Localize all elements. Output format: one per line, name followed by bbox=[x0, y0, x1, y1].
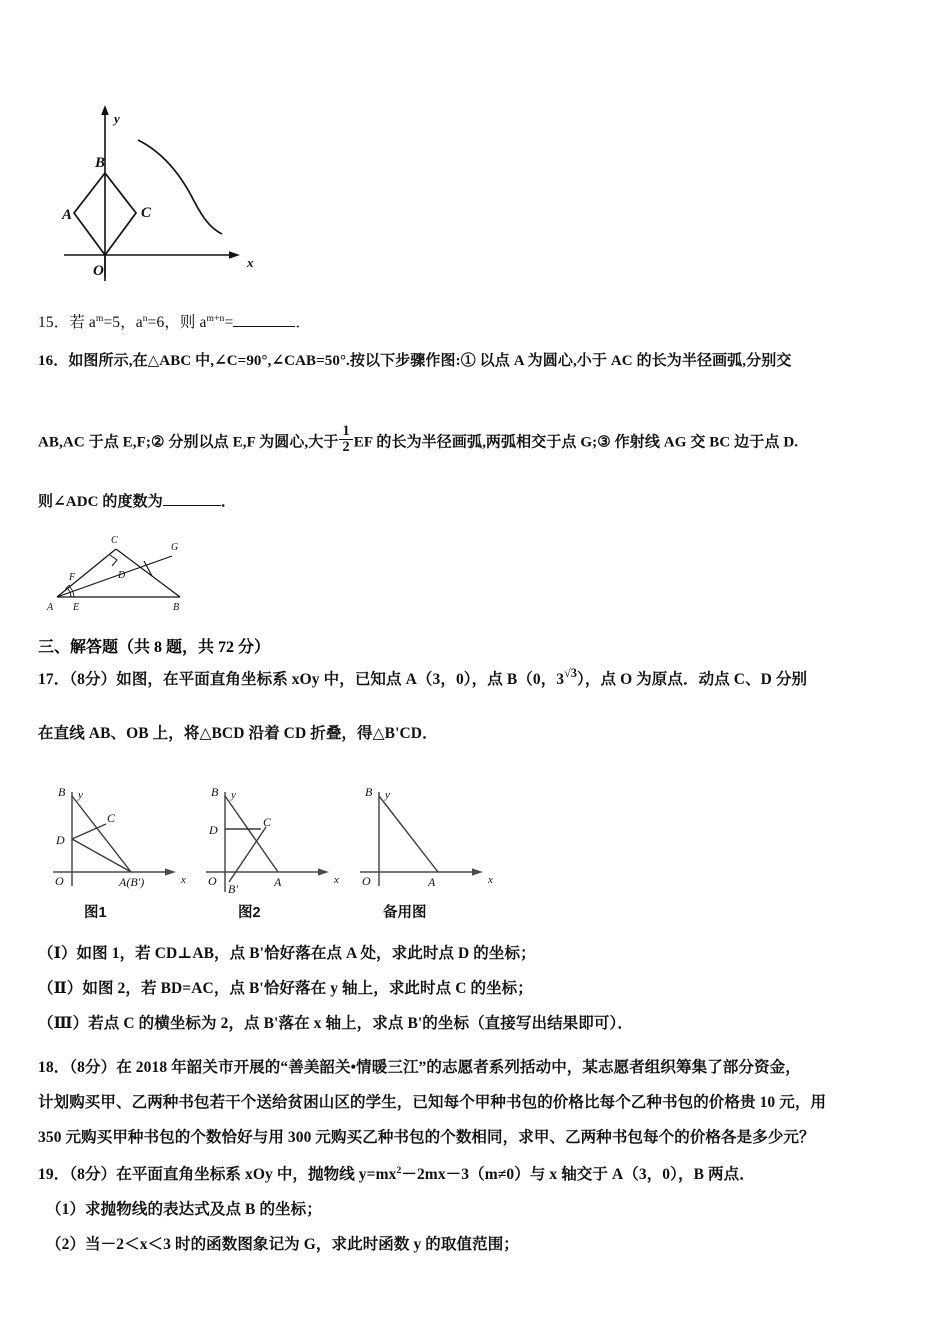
spare-figure-caption: 备用图 bbox=[383, 905, 427, 921]
q16-answer-blank bbox=[163, 505, 221, 506]
svg-text:O: O bbox=[362, 874, 371, 888]
q15-mid-2: =6，则 a bbox=[147, 314, 207, 331]
svg-text:D: D bbox=[118, 570, 126, 581]
question-17-sub-2: （Ⅱ）如图 2，若 BD=AC，点 B'恰好落在 y 轴上，求此时点 C 的坐标； bbox=[38, 980, 533, 997]
question-16-line-1 bbox=[38, 350, 791, 373]
svg-text:C: C bbox=[141, 205, 152, 221]
q16-period: ． bbox=[220, 494, 236, 510]
question-18-line-1 bbox=[38, 1056, 801, 1079]
svg-text:O: O bbox=[93, 263, 104, 279]
question-16-line-3 bbox=[38, 491, 236, 514]
svg-text:x: x bbox=[334, 874, 339, 886]
q16-number: 16． bbox=[38, 353, 69, 369]
one-half-fraction bbox=[339, 424, 352, 455]
svg-text:C: C bbox=[111, 535, 118, 546]
question-17-sub-3: （Ⅲ）若点 C 的横坐标为 2，点 B'落在 x 轴上，求点 B'的坐标（直接写出结果即可）． bbox=[38, 1015, 633, 1032]
svg-text:y: y bbox=[114, 111, 120, 126]
question-18-line-2: 计划购买甲、乙两种书包若干个送给贫困山区的学生，已知每个甲种书包的价格比每个乙种书包的价格贵 10 元，用 bbox=[38, 1094, 827, 1111]
q15-equals: = bbox=[224, 314, 234, 331]
svg-text:A: A bbox=[274, 875, 282, 889]
svg-text:O: O bbox=[55, 874, 64, 888]
svg-text:G: G bbox=[171, 542, 179, 553]
q15-mid-1: =5，a bbox=[103, 314, 143, 331]
q16-body-line-1: 如图所示,在△ABC 中,∠C=90°,∠CAB=50°.按以下步骤作图:① 以点 A 为圆心,小于 AC 的长为半径画弧,分别交 bbox=[68, 353, 792, 369]
q15-period: ． bbox=[295, 314, 311, 331]
question-18-line-3: 350 元购买甲种书包的个数恰好与用 300 元购买乙种书包的个数相同，求甲、乙两种书包每个的价格各是多少元？ bbox=[38, 1129, 815, 1146]
q15-number: 15． bbox=[38, 314, 70, 331]
q15-text-before: 若 a bbox=[69, 314, 96, 331]
svg-text:C: C bbox=[263, 815, 272, 829]
q15-answer-blank bbox=[233, 326, 295, 327]
svg-text:B: B bbox=[211, 785, 219, 799]
svg-text:D: D bbox=[56, 833, 65, 847]
svg-text:B': B' bbox=[228, 882, 238, 896]
q17-score: （8分） bbox=[69, 671, 117, 688]
question-19-sub-2: （2）当－2＜x＜3 时的函数图象记为 G，求此时函数 y 的取值范围； bbox=[46, 1236, 519, 1253]
svg-text:E: E bbox=[73, 602, 80, 613]
question-17-line-1: 17．（8分）如图，在平面直角坐标系 xOy 中，已知点 A（3，0），点 B（0，3√3），点 O 为原点．动点 C、D 分别 bbox=[38, 665, 808, 688]
svg-text:D: D bbox=[209, 823, 218, 837]
triangle-construction-figure bbox=[40, 528, 190, 613]
q17-body-1b: ），点 O 为原点．动点 C、D 分别 bbox=[577, 671, 808, 688]
q15-exponent-m: m bbox=[95, 312, 104, 324]
svg-text:A: A bbox=[62, 207, 73, 223]
svg-text:B: B bbox=[365, 785, 373, 799]
svg-text:y: y bbox=[385, 789, 390, 801]
svg-text:A(B'): A(B') bbox=[119, 875, 145, 889]
figure-2-caption: 图2 bbox=[238, 905, 261, 921]
svg-text:x: x bbox=[181, 874, 186, 886]
q15-exponent-n: n bbox=[142, 312, 148, 324]
svg-text:y: y bbox=[231, 789, 236, 801]
q19-score: （8分） bbox=[69, 1166, 117, 1183]
fraction-denominator: 2 bbox=[342, 438, 350, 455]
q18-score: （8分） bbox=[69, 1059, 117, 1076]
fraction-numerator: 1 bbox=[339, 424, 352, 440]
svg-text:F: F bbox=[69, 572, 76, 583]
svg-text:B: B bbox=[95, 155, 106, 171]
svg-text:C: C bbox=[107, 811, 116, 825]
q16-body-line-2a: AB,AC 于点 E,F;② 分别以点 E,F 为圆心,大于 bbox=[38, 434, 339, 451]
question-17-sub-1: （Ⅰ）如图 1，若 CD⊥AB，点 B'恰好落在点 A 处，求此时点 D 的坐标； bbox=[38, 945, 536, 962]
q17-body-1a: 如图，在平面直角坐标系 xOy 中，已知点 A（3，0），点 B（0，3 bbox=[116, 671, 565, 688]
svg-text:x: x bbox=[488, 874, 493, 886]
svg-text:O: O bbox=[208, 874, 217, 888]
q18-number: 18． bbox=[38, 1059, 70, 1076]
svg-text:y: y bbox=[78, 789, 83, 801]
question-17-line-2: 在直线 AB、OB 上，将△BCD 沿着 CD 折叠，得△B'CD． bbox=[38, 725, 438, 742]
rhombus-hyperbola-figure bbox=[60, 95, 290, 290]
question-19-sub-1: （1）求抛物线的表达式及点 B 的坐标； bbox=[46, 1201, 322, 1218]
q17-number: 17． bbox=[38, 671, 70, 688]
svg-text:A: A bbox=[428, 875, 436, 889]
svg-text:A: A bbox=[47, 602, 54, 613]
q19-number: 19． bbox=[38, 1166, 70, 1183]
question-15 bbox=[38, 311, 311, 334]
q19-exponent-2: 2 bbox=[396, 1164, 402, 1176]
figure-2-fold bbox=[198, 782, 353, 902]
section-3-heading: 三、解答题（共 8 题，共 72 分） bbox=[38, 639, 271, 656]
svg-text:B: B bbox=[58, 785, 66, 799]
q16-body-line-2b: EF 的长为半径画弧,两弧相交于点 G;③ 作射线 AG 交 BC 边于点 D. bbox=[353, 434, 799, 451]
svg-text:B: B bbox=[173, 602, 180, 613]
q19-body-1b: －2mx－3（m≠0）与 x 轴交于 A（3，0），B 两点． bbox=[401, 1166, 755, 1183]
svg-text:x: x bbox=[247, 255, 254, 270]
question-16-line-2 bbox=[38, 424, 798, 455]
q19-body-1a: 在平面直角坐标系 xOy 中，抛物线 y=mx bbox=[116, 1166, 397, 1183]
figure-1-caption: 图1 bbox=[84, 905, 107, 921]
q18-body-1: 在 2018 年韶关市开展的“善美韶关•情暖三江”的志愿者系列括动中，某志愿者组织筹集了部分资金， bbox=[116, 1059, 801, 1076]
q16-body-line-3a: 则∠ADC 的度数为 bbox=[38, 494, 163, 510]
spare-figure bbox=[352, 782, 507, 897]
figure-1-fold bbox=[45, 782, 200, 897]
question-19-line-1 bbox=[38, 1163, 755, 1186]
q15-exponent-m-plus-n: m+n bbox=[206, 312, 225, 324]
